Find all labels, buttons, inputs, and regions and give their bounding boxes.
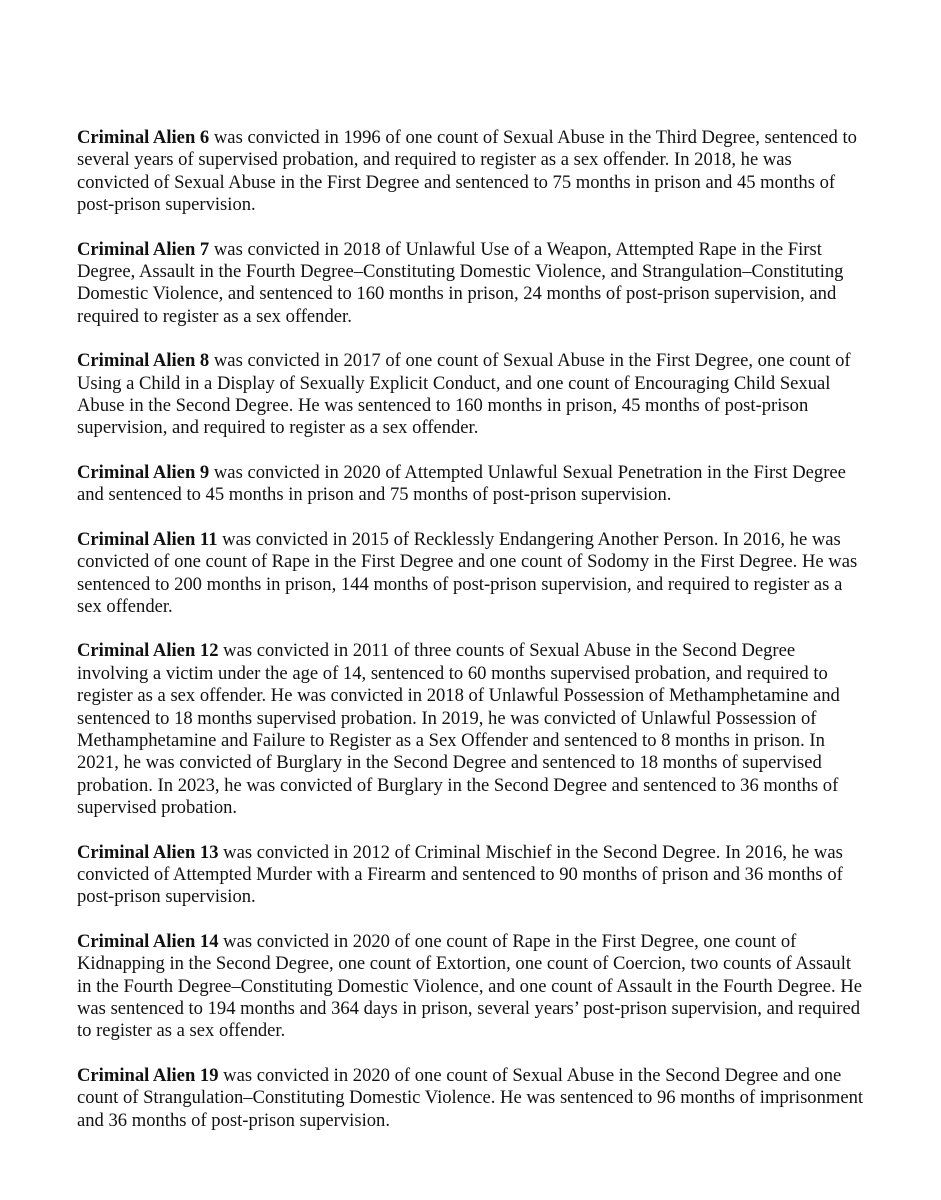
alien-name: Criminal Alien 11 [77,528,218,550]
paragraph-text: was convicted in 2012 of Criminal Mischief in the Second Degree. In 2016, he was convicted of Attempted Murder with a Firearm and sentenced to 90 months of prison and 36 months of post-prison supervision. [77,841,843,908]
alien-name: Criminal Alien 13 [77,841,219,863]
paragraph-text: was convicted in 1996 of one count of Sexual Abuse in the Third Degree, sentenced to several years of supervised probation, and required to register as a sex offender. In 2018, he was convicted of Sexual Abuse in the First Degree and sentenced to 75 months in prison and 45 months of post-prison supervision. [77,127,857,216]
alien-name: Criminal Alien 7 [77,238,210,260]
alien-name: Criminal Alien 12 [77,640,219,662]
alien-name: Criminal Alien 9 [77,461,210,483]
paragraph-criminal-alien-11 [77,529,867,619]
paragraph-criminal-alien-6 [77,127,867,217]
alien-name: Criminal Alien 8 [77,350,210,372]
alien-name: Criminal Alien 14 [77,930,219,952]
paragraph-text: was convicted in 2020 of Attempted Unlawful Sexual Penetration in the First Degree and sentenced to 45 months in prison and 75 months of post-prison supervision. [77,461,846,506]
paragraph-criminal-alien-19 [77,1065,867,1132]
paragraph-criminal-alien-8 [77,350,867,440]
alien-name: Criminal Alien 19 [77,1064,219,1086]
paragraph-criminal-alien-7 [77,239,867,329]
paragraph-text: was convicted in 2015 of Recklessly Endangering Another Person. In 2016, he was convicted of one count of Rape in the First Degree and one count of Sodomy in the First Degree. He was sentenced to 200 months in prison, 144 months of post-prison supervision, and required to register as a sex offender. [77,528,858,617]
alien-name: Criminal Alien 6 [77,127,210,148]
paragraph-text: was convicted in 2018 of Unlawful Use of a Weapon, Attempted Rape in the First Degree, Assault in the Fourth Degree–Constituting Domestic Violence, and Strangulation–Constituting Domestic Violence, and sentenced to 160 months in prison, 24 months of post-prison supervision, and required to register as a sex offender. [77,238,844,327]
paragraph-text: was convicted in 2017 of one count of Sexual Abuse in the First Degree, one count of Using a Child in a Display of Sexually Explicit Conduct, and one count of Encouraging Child Sexual Abuse in the Second Degree. He was sentenced to 160 months in prison, 45 months of post-prison supervision, and required to register as a sex offender. [77,350,851,439]
paragraph-criminal-alien-12 [77,640,867,819]
paragraph-criminal-alien-9 [77,462,867,507]
paragraph-criminal-alien-14 [77,931,867,1043]
paragraph-text: was convicted in 2020 of one count of Rape in the First Degree, one count of Kidnapping in the Second Degree, one count of Extortion, one count of Coercion, two counts of Assault in the Fourth Degree–Constituting Domestic Violence, and one count of Assault in the Fourth Degree. He was sentenced to 194 months and 364 days in prison, several years’ post-prison supervision, and required to register as a sex offender. [77,930,863,1042]
paragraph-criminal-alien-13 [77,842,867,909]
document-page [77,127,867,1154]
paragraph-text: was convicted in 2020 of one count of Sexual Abuse in the Second Degree and one count of Strangulation–Constituting Domestic Violence. He was sentenced to 96 months of imprisonment and 36 months of post-prison supervision. [77,1064,864,1131]
paragraph-text: was convicted in 2011 of three counts of Sexual Abuse in the Second Degree involving a victim under the age of 14, sentenced to 60 months supervised probation, and required to register as a sex offender. He was convicted in 2018 of Unlawful Possession of Methamphetamine and sentenced to 18 months supervised probation. In 2019, he was convicted of Unlawful Possession of Methamphetamine and Failure to Register as a Sex Offender and sentenced to 8 months in prison. In 2021, he was convicted of Burglary in the Second Degree and sentenced to 18 months of supervised probation. In 2023, he was convicted of Burglary in the Second Degree and sentenced to 36 months of supervised probation. [77,640,840,819]
